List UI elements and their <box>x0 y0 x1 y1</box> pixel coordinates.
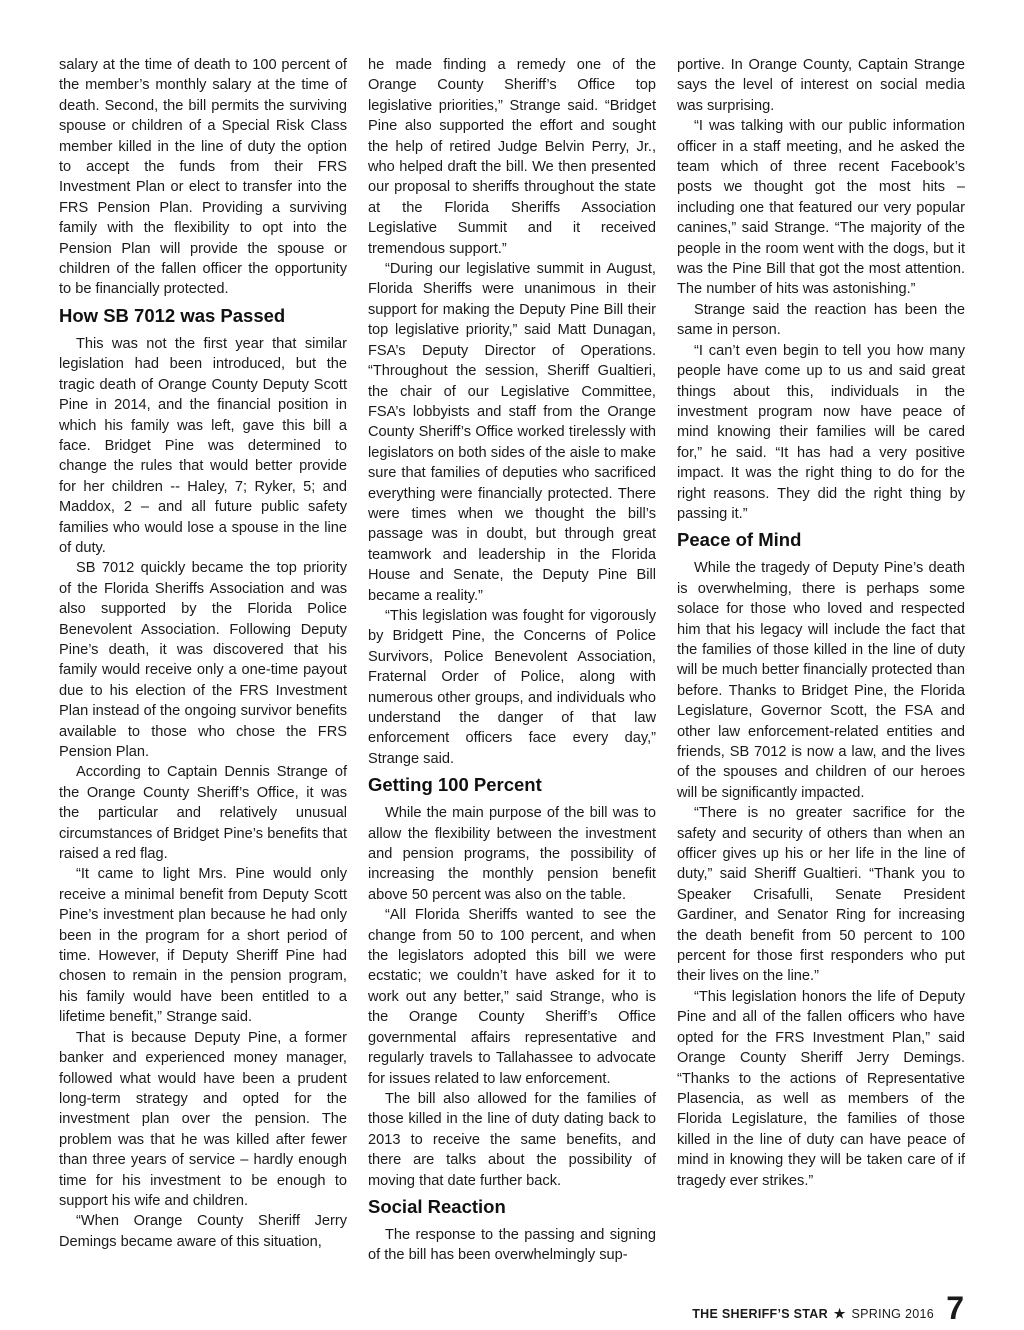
section-heading-getting-100-percent: Getting 100 Percent <box>368 774 542 796</box>
column-1 <box>59 55 347 1252</box>
paragraph: “It came to light Mrs. Pine would only receive a minimal benefit from Deputy Scott Pine’s investment plan because he had only been in the program for a short period of time. However, if Deputy Sheriff Pine had chosen to remain in the pension program, his family would have been entitled to a lifetime benefit,” Strange said. <box>59 866 347 1026</box>
paragraph: “I was talking with our public information officer in a staff meeting, and he asked the team which of three recent Facebook’s posts we thought got the most hits – including one that featured our very popular canines,” said Strange. “The majority of the people in the room went with the dogs, but it was the Pine Bill that got the most attention. The number of hits was astonishing.” <box>677 118 965 298</box>
paragraph: While the main purpose of the bill was to allow the flexibility between the investment and pension programs, the possibility of increasing the monthly pension benefit above 50 percent was also on the table. <box>368 805 656 903</box>
issue-season: SPRING 2016 <box>851 1307 934 1321</box>
paragraph: “This legislation honors the life of Deputy Pine and all of the fallen officers who have opted for the FRS Investment Plan,” said Orange County Sheriff Jerry Demings. “Thanks to the actions of Representative Plasencia, as well as members of the Florida Legislature, the families of those killed in the line of duty can have peace of mind in knowing they will be taken care of if tragedy ever strikes.” <box>677 988 965 1189</box>
paragraph: “All Florida Sheriffs wanted to see the change from 50 to 100 percent, and when the legislators adopted this bill we were ecstatic; we couldn’t have asked for it to work out any better,” said Strange, who is the Orange County Sheriff’s Office governmental affairs representative and regularly travels to Tallahassee to advocate for issues related to law enforcement. <box>368 907 656 1087</box>
paragraph: SB 7012 quickly became the top priority of the Florida Sheriffs Association and was also supported by the Florida Police Benevolent Association. Following Deputy Pine’s death, it was discovered that his family would receive only a one-time payout due to his election of the FRS Investment Plan instead of the ongoing survivor benefits available to those who chose the FRS Pension Plan. <box>59 560 347 760</box>
paragraph: That is because Deputy Pine, a former banker and experienced money manager, followed what would have been a prudent long-term strategy and opted for the investment plan over the pension. The problem was that he was killed after fewer than three years of service – hardly enough time for his investment to be enough to support his wife and children. <box>59 1029 347 1209</box>
paragraph: he made finding a remedy one of the Orange County Sheriff’s Office top legislative priorities,” Strange said. “Bridget Pine also supported the effort and sought the help of retired Judge Belvin Perry, Jr., who helped draft the bill. We then presented our proposal to sheriffs throughout the state at the Florida Sheriffs Association Legislative Summit and it received tremendous support.” <box>368 57 656 257</box>
paragraph: “I can’t even begin to tell you how many people have come up to us and said great things about this, individuals in the investment program now have peace of mind knowing their families will be cared for,” he said. “It has had a very positive impact. It was the right thing to do for the right reasons. They did the right thing by passing it.” <box>677 342 965 522</box>
paragraph: “There is no greater sacrifice for the safety and security of others than when an officer gives up his or her life in the line of duty,” said Sheriff Gualtieri. “Thank you to Speaker Crisafulli, Senate President Gardiner, and Senator Ring for increasing the death benefit from 50 percent to 100 percent for those first responders who put their lives on the line.” <box>677 805 965 985</box>
paragraph: The bill also allowed for the families of those killed in the line of duty dating back to 2013 to receive the same benefits, and there are talks about the possibility of moving that date further back. <box>368 1090 656 1189</box>
paragraph: This was not the first year that similar legislation had been introduced, but the tragic death of Orange County Deputy Scott Pine in 2014, and the financial position in which his family was left, gave this bill a face. Bridget Pine was determined to change the rules that would better provide for her children -- Haley, 7; Ryker, 5; and Maddox, 2 – and all future public safety families who would lose a spouse in the line of duty. <box>59 335 347 556</box>
section-heading-peace-of-mind: Peace of Mind <box>677 529 802 551</box>
footer-publication-line <box>692 1306 934 1322</box>
paragraph: Strange said the reaction has been the same in person. <box>677 301 965 339</box>
paragraph: “This legislation was fought for vigorously by Bridgett Pine, the Concerns of Police Survivors, Police Benevolent Association, Fraternal Order of Police, along with numerous other groups, and individuals who understand the danger of that law enforcement officers face every day,” Strange said. <box>368 607 656 767</box>
page-number: 7 <box>946 1290 964 1326</box>
paragraph: “During our legislative summit in August, Florida Sheriffs were unanimous in their support for making the Deputy Pine Bill their top legislative priority,” said Matt Dunagan, FSA’s Deputy Director of Operations. “Throughout the session, Sheriff Gualtieri, the chair of our Legislative Committee, FSA’s lobbyists and staff from the Orange County Sheriff’s Office worked tirelessly with legislators on both sides of the aisle to make sure that families of deputies who sacrificed everything were financially protected. There were times when we thought the bill’s passage was in doubt, but through great teamwork and leadership in the Florida House and Senate, the Deputy Pine Bill became a reality.” <box>368 261 656 604</box>
paragraph: salary at the time of death to 100 percent of the member’s monthly salary at the time of death. Second, the bill permits the surviving spouse or children of a Special Risk Class member killed in the line of duty the option to accept the funds from their FRS Investment Plan or elect to transfer into the FRS Pension Plan. Providing a surviving family with the flexibility to opt into the Pension Plan will provide the spouse or children of the fallen officer the opportunity to be financially protected. <box>59 57 347 298</box>
paragraph: While the tragedy of Deputy Pine’s death is overwhelming, there is perhaps some solace for those who loved and respected him that his legacy will include the fact that the families of those killed in the line of duty will be much better financially protected than before. Thanks to Bridget Pine, the Florida Legislature, Governor Scott, the FSA and other law enforcement-related entities and friends, SB 7012 is now a law, and the lives of the spouses and children of our heroes will be significantly impacted. <box>677 560 965 801</box>
column-3 <box>677 55 965 1191</box>
paragraph: According to Captain Dennis Strange of the Orange County Sheriff’s Office, it was the particular and relatively unusual circumstances of Bridget Pine’s benefits that raised a red flag. <box>59 764 347 863</box>
star-icon: ★ <box>833 1306 846 1321</box>
section-heading-social-reaction: Social Reaction <box>368 1195 506 1217</box>
publication-name: THE SHERIFF’S STAR <box>692 1307 828 1321</box>
paragraph: portive. In Orange County, Captain Strange says the level of interest on social media was surprising. <box>677 57 965 114</box>
paragraph: The response to the passing and signing of the bill has been overwhelmingly sup- <box>368 1226 656 1264</box>
column-2 <box>368 55 656 1266</box>
paragraph: “When Orange County Sheriff Jerry Demings became aware of this situation, <box>59 1213 347 1250</box>
section-heading-how-sb-7012-was-passed: How SB 7012 was Passed <box>59 304 286 326</box>
